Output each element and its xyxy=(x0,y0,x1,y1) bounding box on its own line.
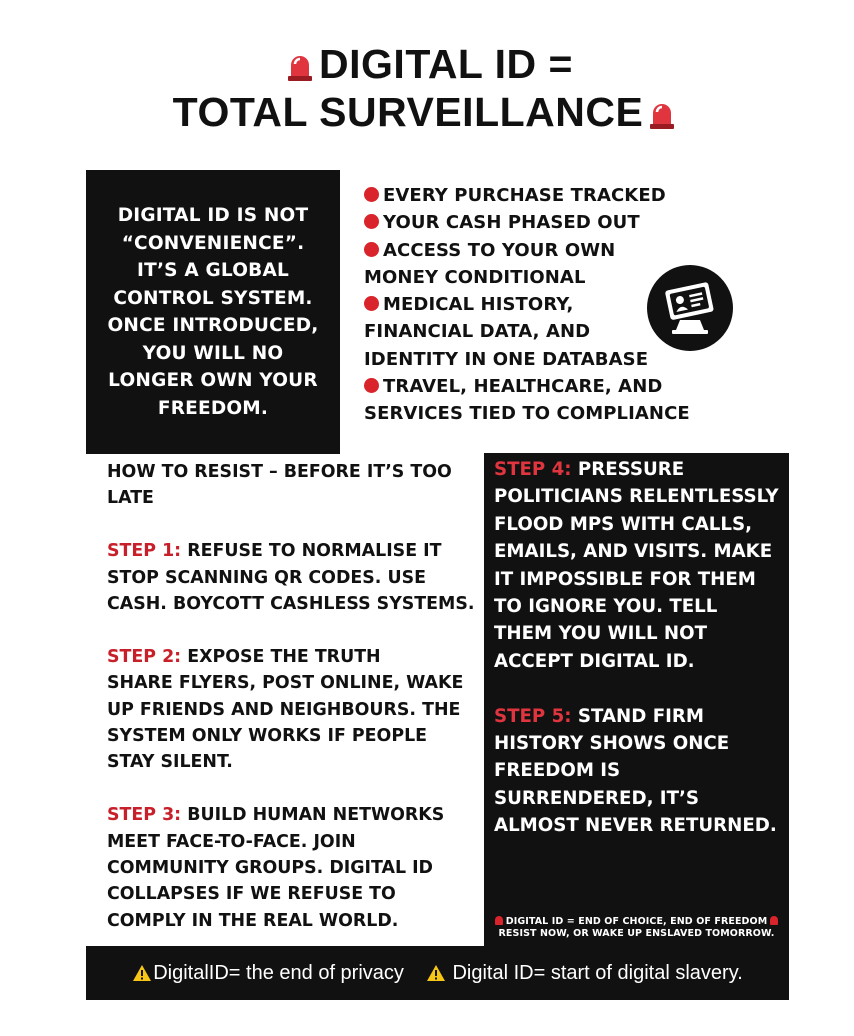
step-label: STEP 5: xyxy=(494,705,572,727)
step-body: HISTORY SHOWS ONCE FREEDOM IS SURRENDERED, IT’S ALMOST NEVER RETURNED. xyxy=(494,733,777,837)
police-light-icon xyxy=(287,53,313,81)
footnote-line-2: RESIST NOW, OR WAKE UP ENSLAVED TOMORROW. xyxy=(498,928,775,939)
red-dot-icon xyxy=(364,242,379,257)
resist-heading: HOW TO RESIST – BEFORE IT’S TOO LATE xyxy=(107,462,452,509)
step-title: STAND FIRM xyxy=(577,705,704,727)
bullet-item: MEDICAL HISTORY, FINANCIAL DATA, AND IDENTITY IN ONE DATABASE xyxy=(364,294,649,370)
step-label: STEP 1: xyxy=(107,541,182,562)
step-4 xyxy=(494,456,781,675)
step-title: REFUSE TO NORMALISE IT xyxy=(187,541,442,562)
red-dot-icon xyxy=(364,187,379,202)
digital-id-card-icon xyxy=(646,264,734,352)
step-body: STOP SCANNING QR CODES. USE CASH. BOYCOTT CASHLESS SYSTEMS. xyxy=(107,567,475,615)
bullet-item: TRAVEL, HEALTHCARE, AND SERVICES TIED TO COMPLIANCE xyxy=(364,376,690,425)
red-dot-icon xyxy=(364,214,379,229)
warning-icon xyxy=(132,964,152,982)
step-label: STEP 3: xyxy=(107,805,182,826)
step-1 xyxy=(107,538,479,617)
step-title: PRESSURE POLITICIANS RELENTLESSLY xyxy=(494,459,779,508)
red-dot-icon xyxy=(364,378,379,393)
step-title: EXPOSE THE TRUTH xyxy=(187,646,381,667)
police-light-icon xyxy=(649,101,675,129)
step-label: STEP 2: xyxy=(107,646,182,667)
warning-icon xyxy=(426,964,446,982)
footnote-line-1: DIGITAL ID = END OF CHOICE, END OF FREEDOM xyxy=(484,916,789,928)
intro-box xyxy=(86,170,340,454)
title-line-1: DIGITAL ID = xyxy=(0,40,854,88)
step-3 xyxy=(107,802,479,934)
steps-box xyxy=(484,453,789,946)
intro-text: DIGITAL ID IS NOT “CONVENIENCE”. IT’S A GLOBAL CONTROL SYSTEM. ONCE INTRODUCED, YOU WILL NO LONGER OWN YOUR FREEDOM. xyxy=(107,205,319,419)
step-title: BUILD HUMAN NETWORKS xyxy=(187,805,445,826)
bullet-item: ACCESS TO YOUR OWN MONEY CONDITIONAL xyxy=(364,239,616,288)
police-light-icon xyxy=(770,916,778,925)
banner-text-1: DigitalID= the end of privacy xyxy=(153,961,404,984)
step-body: FLOOD MPS WITH CALLS, EMAILS, AND VISITS. MAKE IT IMPOSSIBLE FOR THEM TO IGNORE YOU. TELL THEM YOU WILL NOT ACCEPT DIGITAL ID. xyxy=(494,513,773,672)
banner-text-2: Digital ID= start of digital slavery. xyxy=(452,961,743,984)
step-5 xyxy=(494,703,781,840)
step-2 xyxy=(107,644,479,776)
bottom-banner xyxy=(86,946,789,1000)
bullet-item: EVERY PURCHASE TRACKED xyxy=(364,182,724,209)
step-body: MEET FACE-TO-FACE. JOIN COMMUNITY GROUPS. DIGITAL ID COLLAPSES IF WE REFUSE TO COMPLY IN THE REAL WORLD. xyxy=(107,831,433,931)
step-body: SHARE FLYERS, POST ONLINE, WAKE UP FRIENDS AND NEIGHBOURS. THE SYSTEM ONLY WORKS IF PEOPLE STAY SILENT. xyxy=(107,673,464,773)
red-dot-icon xyxy=(364,296,379,311)
step-label: STEP 4: xyxy=(494,459,572,480)
title-line-2: TOTAL SURVEILLANCE xyxy=(0,88,854,136)
police-light-icon xyxy=(495,916,503,925)
resist-column xyxy=(107,459,479,934)
footnote xyxy=(484,916,789,940)
bullet-item: YOUR CASH PHASED OUT xyxy=(364,209,724,236)
poster-title xyxy=(0,40,854,136)
